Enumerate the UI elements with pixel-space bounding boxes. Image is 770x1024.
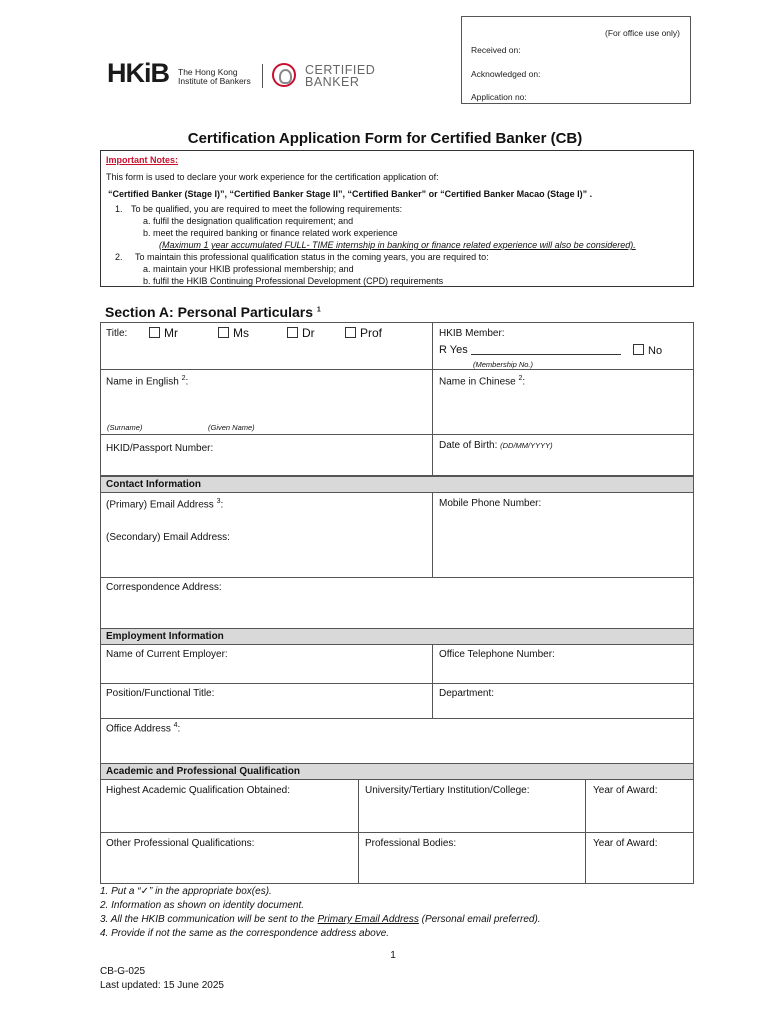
hkid-label: HKID/Passport Number:: [106, 443, 214, 454]
notes-heading: Important Notes:: [106, 155, 178, 165]
dob-format-hint: (DD/MM/YYYY): [500, 441, 553, 450]
office-address-text: Office Address: [106, 723, 171, 735]
name-english-footnote: 2: [181, 375, 186, 382]
title-option-prof[interactable]: [345, 326, 382, 340]
footnote-1: 1. Put a “✓” in the appropriate box(es).: [100, 886, 272, 897]
certified-banker-logo: [305, 64, 375, 88]
department-cell[interactable]: [432, 683, 694, 719]
footnote-3: [100, 914, 541, 925]
hkib-member-label: HKIB Member:: [439, 328, 505, 339]
member-no-option[interactable]: [633, 344, 662, 357]
title-option-ms[interactable]: [218, 326, 249, 340]
hkib-logo-subtitle: [178, 68, 251, 86]
hkib-member-cell: [432, 322, 694, 370]
logo-line-1: The Hong Kong: [178, 67, 238, 77]
notes-item1: To be qualified, you are required to meet the following requirements:: [131, 204, 403, 214]
office-address-footnote: 4: [173, 722, 178, 729]
section-a-title: [105, 304, 321, 320]
notes-item2b: b. fulfil the HKIB Continuing Professional Development (CPD) requirements: [143, 276, 444, 286]
last-updated: Last updated: 15 June 2025: [100, 980, 224, 991]
mobile-cell[interactable]: [432, 492, 694, 578]
name-english-text: Name in English: [106, 376, 179, 388]
hkib-logo: HKiB: [107, 58, 169, 88]
form-title: Certification Application Form for Certified Banker (CB): [187, 130, 583, 147]
notes-item1b: b. meet the required banking or finance related work experience: [143, 228, 398, 238]
title-option-mr[interactable]: [149, 326, 178, 340]
ms-checkbox[interactable]: [218, 327, 229, 338]
notes-item2a: a. maintain your HKIB professional membership; and: [143, 264, 354, 274]
name-chinese-cell[interactable]: [432, 369, 694, 435]
notes-item1a: a. fulfil the designation qualification requirement; and: [143, 216, 354, 226]
dr-checkbox[interactable]: [287, 327, 298, 338]
office-address-label: Office Address $^4$:: [106, 722, 181, 735]
membership-no-input[interactable]: [471, 354, 621, 355]
university-label: University/Tertiary Institution/College:: [365, 785, 530, 796]
section-a-title-footnote: 1: [316, 306, 321, 314]
notes-item2: To maintain this professional qualification status in the coming years, you are required to:: [135, 252, 489, 262]
logo-divider: [262, 64, 263, 88]
dob-label: [439, 440, 553, 451]
name-english-label: Name in English $^2$:: [106, 375, 189, 388]
dob-cell[interactable]: [432, 434, 694, 476]
mr-label: Mr: [164, 326, 178, 340]
footnote-2: 2. Information as shown on identity document.: [100, 900, 305, 911]
other-qualifications-cell[interactable]: [100, 832, 359, 884]
surname-hint: (Surname): [107, 423, 143, 432]
name-english-cell[interactable]: [100, 369, 433, 435]
important-notes-box: [100, 150, 694, 287]
university-cell[interactable]: [358, 779, 586, 833]
footnote-3-part-c: (Personal email preferred).: [418, 914, 541, 925]
professional-bodies-cell[interactable]: [358, 832, 586, 884]
year-of-award-cell-2[interactable]: [585, 832, 694, 884]
office-tel-label: Office Telephone Number:: [439, 649, 555, 660]
no-label: No: [648, 345, 663, 357]
membership-no-hint: (Membership No.): [473, 360, 534, 369]
year-of-award-label-2: Year of Award:: [593, 838, 658, 849]
highest-qualification-cell[interactable]: [100, 779, 359, 833]
footnote-3-part-a: 3. All the HKIB communication will be sent to the: [100, 914, 318, 925]
dr-label: Dr: [302, 326, 315, 340]
department-label: Department:: [439, 688, 495, 699]
secondary-email-label: (Secondary) Email Address:: [106, 532, 230, 543]
highest-qualification-label: Highest Academic Qualification Obtained:: [106, 785, 290, 796]
ms-label: Ms: [233, 326, 249, 340]
contact-info-header: Contact Information: [100, 476, 694, 493]
prof-checkbox[interactable]: [345, 327, 356, 338]
notes-item2-num: 2.: [115, 252, 123, 262]
member-yes-option[interactable]: R Yes: [439, 344, 468, 356]
cb-logo-line-1: CERTIFIED: [305, 63, 376, 77]
acknowledged-on-label: Acknowledged on:: [471, 69, 541, 79]
name-chinese-label: Name in Chinese $^2$:: [439, 375, 526, 388]
title-option-dr[interactable]: [287, 326, 315, 340]
employer-cell[interactable]: [100, 644, 433, 684]
correspondence-address-label: Correspondence Address:: [106, 582, 222, 593]
other-qualifications-label: Other Professional Qualifications:: [106, 838, 255, 849]
position-cell[interactable]: [100, 683, 433, 719]
office-use-heading: (For office use only): [605, 28, 680, 38]
hkid-cell[interactable]: [100, 434, 433, 476]
office-tel-cell[interactable]: [432, 644, 694, 684]
mr-checkbox[interactable]: [149, 327, 160, 338]
notes-item1-num: 1.: [115, 204, 123, 214]
primary-email-label: (Primary) Email Address $^3$:: [106, 498, 224, 511]
footnote-3-primary-email: Primary Email Address: [317, 914, 419, 925]
email-cell[interactable]: [100, 492, 433, 578]
logo-line-2: Institute of Bankers: [178, 76, 251, 86]
prof-label: Prof: [360, 326, 383, 340]
office-address-cell[interactable]: [100, 718, 694, 764]
name-chinese-text: Name in Chinese: [439, 376, 516, 388]
correspondence-address-cell[interactable]: [100, 577, 694, 629]
academic-header: Academic and Professional Qualification: [100, 763, 694, 780]
application-no-label: Application no:: [471, 92, 527, 102]
title-label: Title:: [106, 328, 128, 339]
given-name-hint: (Given Name): [208, 423, 255, 432]
professional-bodies-label: Professional Bodies:: [365, 838, 457, 849]
primary-email-footnote: 3: [216, 498, 221, 505]
office-use-box: [461, 16, 691, 104]
employment-info-header: Employment Information: [100, 628, 694, 645]
received-on-label: Received on:: [471, 45, 521, 55]
year-of-award-label-1: Year of Award:: [593, 785, 658, 796]
cb-logo-line-2: BANKER: [305, 75, 360, 89]
doc-code: CB-G-025: [100, 966, 146, 977]
dob-text: Date of Birth:: [439, 440, 498, 451]
certified-banker-emblem-icon: [272, 63, 296, 87]
notes-intro: This form is used to declare your work experience for the certification application of:: [106, 172, 439, 182]
notes-programmes: “Certified Banker (Stage I)”, “Certified Banker Stage II”, “Certified Banker” or “Certified Banker Macao (Stage I)” .: [108, 189, 593, 199]
title-cell: [100, 322, 433, 370]
employer-label: Name of Current Employer:: [106, 649, 228, 660]
primary-email-text: (Primary) Email Address: [106, 499, 214, 511]
mobile-label: Mobile Phone Number:: [439, 498, 542, 509]
notes-item1b-note: (Maximum 1 year accumulated FULL- TIME internship in banking or finance related experience will also be considered).: [159, 240, 636, 250]
footnote-4: 4. Provide if not the same as the correspondence address above.: [100, 928, 390, 939]
section-a-title-text: Section A: Personal Particulars: [105, 304, 313, 320]
year-of-award-cell-1[interactable]: [585, 779, 694, 833]
page-number: 1: [390, 950, 396, 961]
no-checkbox[interactable]: [633, 344, 644, 355]
position-label: Position/Functional Title:: [106, 688, 215, 699]
name-chinese-footnote: 2: [518, 375, 523, 382]
